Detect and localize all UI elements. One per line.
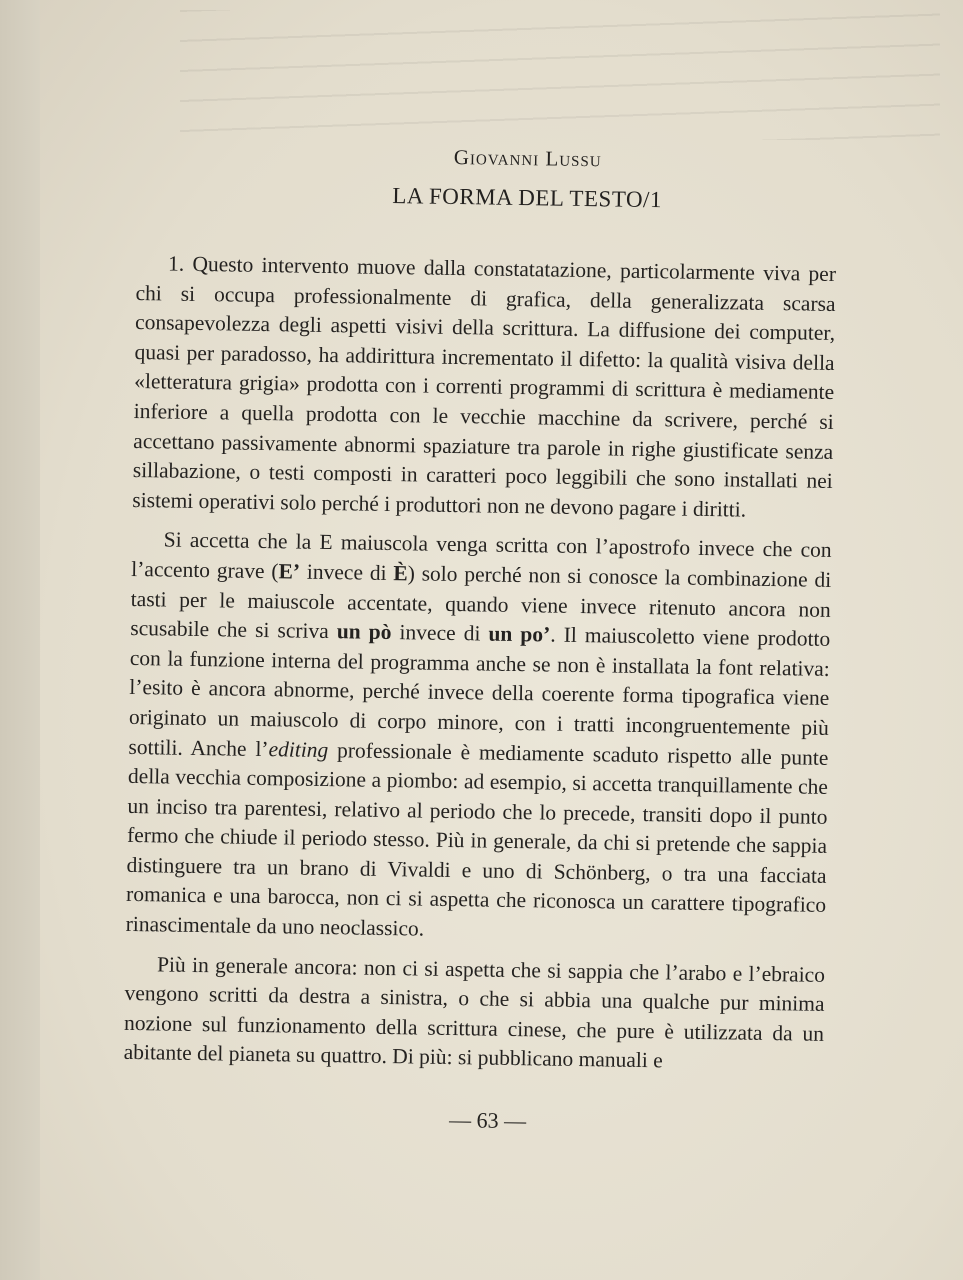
paragraph-3: Più in generale ancora: non ci si aspetta che si sappia che l’arabo e l’ebraico vengono scritti da destra a sinistra, o che si abbia una qualche pur minima nozione sul funzionamento della scrittura cinese, che pure è utilizzata da un abitante del pianeta su quattro. Di più: si pubblicano manuali e — [123, 952, 826, 1073]
text-span: Si accetta che la E maiuscola venga scritta con l’apostrofo invece che con l’accento grave ( — [131, 527, 832, 584]
bold-term: E’ — [278, 559, 301, 584]
paragraph-1: 1. Questo intervento muove dalla constatatazione, particolarmente viva per chi si occupa professionalmente di grafica, della generalizzata scarsa consapevolezza degli aspetti visivi della scrittura. La diffusione dei computer, quasi per paradosso, ha addirittura incrementato il difetto: la qualità visiva della «letteratura grigia» prodotta con i correnti programmi di scrittura è mediamente inferiore a quella prodotta con le vecchie macchine da scrivere, perché si accettano passivamente abnormi spaziature tra parole in righe giustificate senza sillabazione, o testi composti in caratteri poco leggibili che sono installati nei sistemi operativi solo perché i produttori non ne devono pagare i diritti. — [132, 251, 837, 522]
show-through-text — [180, 10, 940, 140]
page-content — [122, 140, 837, 1139]
text-span: invece di — [391, 620, 489, 646]
page-number: — 63 — — [448, 1107, 527, 1134]
bold-term: un po’ — [488, 621, 551, 647]
bold-term: un pò — [336, 619, 392, 645]
text-span: . Il maiuscoletto viene prodotto con la funzione interna del programma anche se non è installata la font relativa: l’esito è ancora abnorme, perché invece della coerente forma tipografica viene originato un maiuscolo di corpo minore, con i tratti incongruentemente più sottili. Anche l’ — [128, 622, 831, 761]
paragraph-2 — [125, 525, 831, 950]
text-span: professionale è mediamente scaduto rispetto alle punte della vecchia composizione a piombo: ad esempio, si accetta tranquillamente che un inciso tra parentesi, relativo al periodo che lo precede, transiti dopo il punto fermo che chiude il periodo stesso. Più in generale, da chi si pretende che sappia distinguere tra un brano di Vivaldi e uno di Schönberg, o tra una facciata romanica e una barocca, non ci si aspetta che riconosca un carattere tipografico rinascimentale da uno neoclassico. — [125, 737, 829, 941]
text-span: invece di — [299, 559, 394, 586]
italic-term: editing — [268, 736, 329, 762]
bold-term: È — [393, 561, 408, 586]
author-name: Giovanni Lussu — [453, 144, 602, 172]
text-span: ) solo perché non si conosce la combinazione di tasti per le maiuscole accentate, quando viene invece ritenuto ancora non scusabile che si scriva — [130, 561, 832, 644]
chapter-title: LA FORMA DEL TESTO/1 — [392, 183, 663, 213]
